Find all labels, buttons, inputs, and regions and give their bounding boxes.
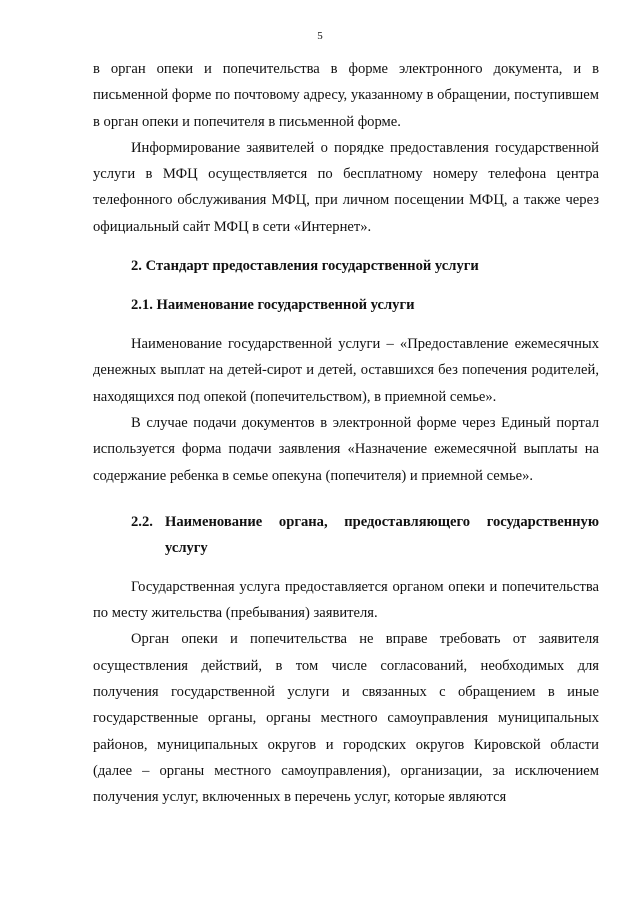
paragraph-continuation: в орган опеки и попечительства в форме электронного документа, и в письменной форме по почтовому адресу, указанному в обращении, поступившем в орган опеки и попечителя в письменной форме. (93, 61, 599, 130)
section-title: Наименование органа, предоставляющего государственную услугу (165, 513, 599, 556)
paragraph-provider: Государственная услуга предоставляется органом опеки и попечительства по месту жительства (пребывания) заявителя. (93, 578, 599, 622)
spacer (93, 561, 599, 574)
document-body (93, 56, 599, 811)
section-heading-2-2 (93, 509, 599, 561)
section-heading-2-1: 2.1. Наименование государственной услуги (131, 297, 415, 314)
spacer (93, 240, 599, 253)
paragraph-informing: Информирование заявителей о порядке предоставления государственной услуги в МФЦ осуществляется по бесплатному номеру телефона центра телефонного обслуживания МФЦ, при личном посещении МФЦ, а также через официальный сайт МФЦ в сети «Интернет». (93, 139, 599, 235)
page-number: 5 (317, 30, 323, 42)
paragraph-electronic-submission: В случае подачи документов в электронной форме через Единый портал используется форма подачи заявления «Назначение ежемесячной выплаты на содержание ребенка в семье опекуна (попечителя) и приемной семье». (93, 414, 599, 484)
spacer (93, 318, 599, 331)
spacer (93, 279, 599, 292)
section-number: 2.2. (131, 513, 153, 530)
paragraph-restrictions: Орган опеки и попечительства не вправе требовать от заявителя осуществления действий, в том числе согласований, необходимых для получения государственной услуги и связанных с обращением в иные государственные органы, органы местного самоуправления муниципальных районов, муниципальных округов и городских округов Кировской области (далее – органы местного самоуправления), организации, за исключением получения услуг, включенных в перечень услуг, которые являются (93, 631, 599, 806)
section-heading-2: 2. Стандарт предоставления государственной услуги (131, 258, 479, 275)
paragraph-service-name: Наименование государственной услуги – «Предоставление ежемесячных денежных выплат на детей-сирот и детей, оставшихся без попечения родителей, находящихся под опекой (попечительством), в приемной семье». (93, 336, 599, 405)
spacer (93, 489, 599, 509)
